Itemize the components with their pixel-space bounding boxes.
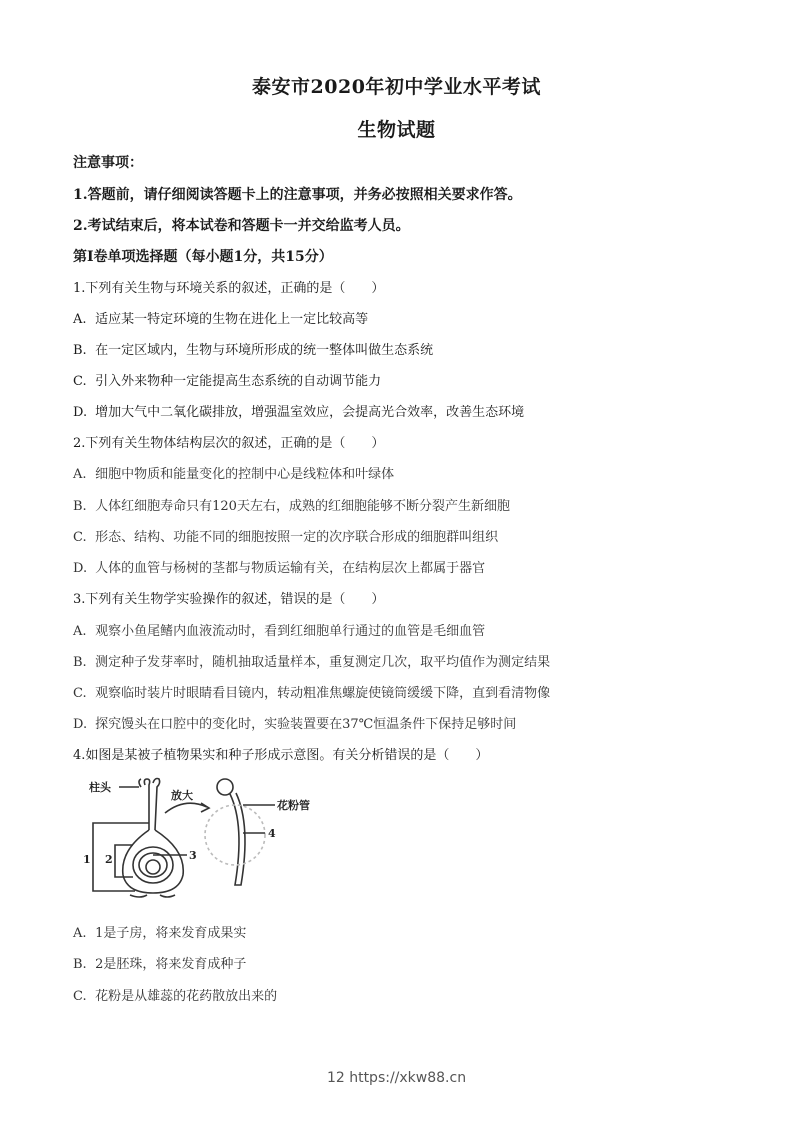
svg-text:花粉管: 花粉管	[277, 799, 310, 812]
option-text: 人体的血管与杨树的茎都与物质运输有关，在结构层次上都属于器官	[95, 561, 486, 576]
option-text: 观察临时装片时眼睛看目镜内，转动粗准焦螺旋使镜筒缓缓下降，直到看清物像	[95, 686, 551, 701]
fruit-seed-formation-diagram	[75, 775, 325, 905]
notice-heading: 注意事项：	[73, 155, 143, 171]
question-2-option-b	[73, 495, 510, 514]
question-1-option-c	[73, 370, 381, 389]
option-label: C.	[73, 989, 87, 1004]
question-4-stem: 4.如图是某被子植物果实和种子形成示意图。有关分析错误的是（ ）	[73, 748, 489, 763]
option-text: 增加大气中二氧化碳排放，增强温室效应，会提高光合效率，改善生态环境	[95, 405, 525, 420]
option-label: A.	[73, 467, 87, 482]
option-label: C.	[73, 686, 87, 701]
option-label: A.	[73, 624, 87, 639]
option-label: B.	[73, 957, 87, 972]
svg-text:2: 2	[105, 853, 113, 866]
option-label: D.	[73, 717, 88, 732]
option-label: C.	[73, 530, 87, 545]
question-4-option-a	[73, 922, 246, 941]
question-3-option-d	[73, 713, 516, 732]
question-1-option-a	[73, 308, 368, 327]
option-text: 测定种子发芽率时，随机抽取适量样本，重复测定几次，取平均值作为测定结果	[95, 655, 551, 670]
option-label: C.	[73, 374, 87, 389]
option-label: A.	[73, 312, 87, 327]
question-2-option-d	[73, 557, 485, 576]
option-text: 形态、结构、功能不同的细胞按照一定的次序联合形成的细胞群叫组织	[95, 530, 499, 545]
option-label: B.	[73, 655, 87, 670]
option-text: 观察小鱼尾鳍内血液流动时，看到红细胞单行通过的血管是毛细血管	[95, 624, 486, 639]
option-text: 1是子房，将来发育成果实	[95, 926, 247, 941]
option-label: D.	[73, 561, 88, 576]
option-text: 在一定区域内，生物与环境所形成的统一整体叫做生态系统	[95, 343, 434, 358]
question-3-option-a	[73, 620, 485, 639]
option-label: B.	[73, 343, 87, 358]
svg-text:1: 1	[83, 853, 91, 866]
notice-item-2: 2.考试结束后，将本试卷和答题卡一并交给监考人员。	[73, 218, 410, 234]
option-text: 探究馒头在口腔中的变化时，实验装置要在37℃恒温条件下保持足够时间	[95, 717, 517, 732]
section-heading: 第Ⅰ卷单项选择题（每小题1分，共15分）	[73, 249, 333, 265]
question-1-option-d	[73, 401, 524, 420]
option-text: 花粉是从雄蕊的花药散放出来的	[95, 989, 278, 1004]
question-2-stem: 2.下列有关生物体结构层次的叙述，正确的是（ ）	[73, 436, 385, 451]
question-3-stem: 3.下列有关生物学实验操作的叙述，错误的是（ ）	[73, 592, 385, 607]
option-label: D.	[73, 405, 88, 420]
question-1-option-b	[73, 339, 433, 358]
page-subtitle: 生物试题	[357, 119, 436, 141]
option-label: B.	[73, 499, 87, 514]
question-1-stem: 1.下列有关生物与环境关系的叙述，正确的是（ ）	[73, 281, 385, 296]
option-text: 适应某一特定环境的生物在进化上一定比较高等	[95, 312, 369, 327]
question-4-option-c	[73, 985, 277, 1004]
question-2-option-c	[73, 526, 498, 545]
option-text: 细胞中物质和能量变化的控制中心是线粒体和叶绿体	[95, 467, 395, 482]
svg-text:柱头: 柱头	[89, 781, 111, 794]
question-4-option-b	[73, 953, 246, 972]
page-title: 泰安市2020年初中学业水平考试	[252, 76, 541, 98]
notice-item-1: 1.答题前，请仔细阅读答题卡上的注意事项，并务必按照相关要求作答。	[73, 187, 522, 203]
option-label: A.	[73, 926, 87, 941]
option-text: 人体红细胞寿命只有120天左右，成熟的红细胞能够不断分裂产生新细胞	[95, 499, 510, 514]
svg-text:放大: 放大	[171, 789, 193, 802]
option-text: 2是胚珠，将来发育成种子	[95, 957, 247, 972]
svg-text:3: 3	[189, 849, 197, 862]
svg-text:4: 4	[268, 827, 276, 840]
option-text: 引入外来物种一定能提高生态系统的自动调节能力	[95, 374, 382, 389]
question-2-option-a	[73, 463, 394, 482]
question-3-option-b	[73, 651, 550, 670]
question-3-option-c	[73, 682, 550, 701]
page-footer: 12 https://xkw88.cn	[326, 1070, 467, 1086]
flower-pistil-illustration	[75, 775, 325, 905]
